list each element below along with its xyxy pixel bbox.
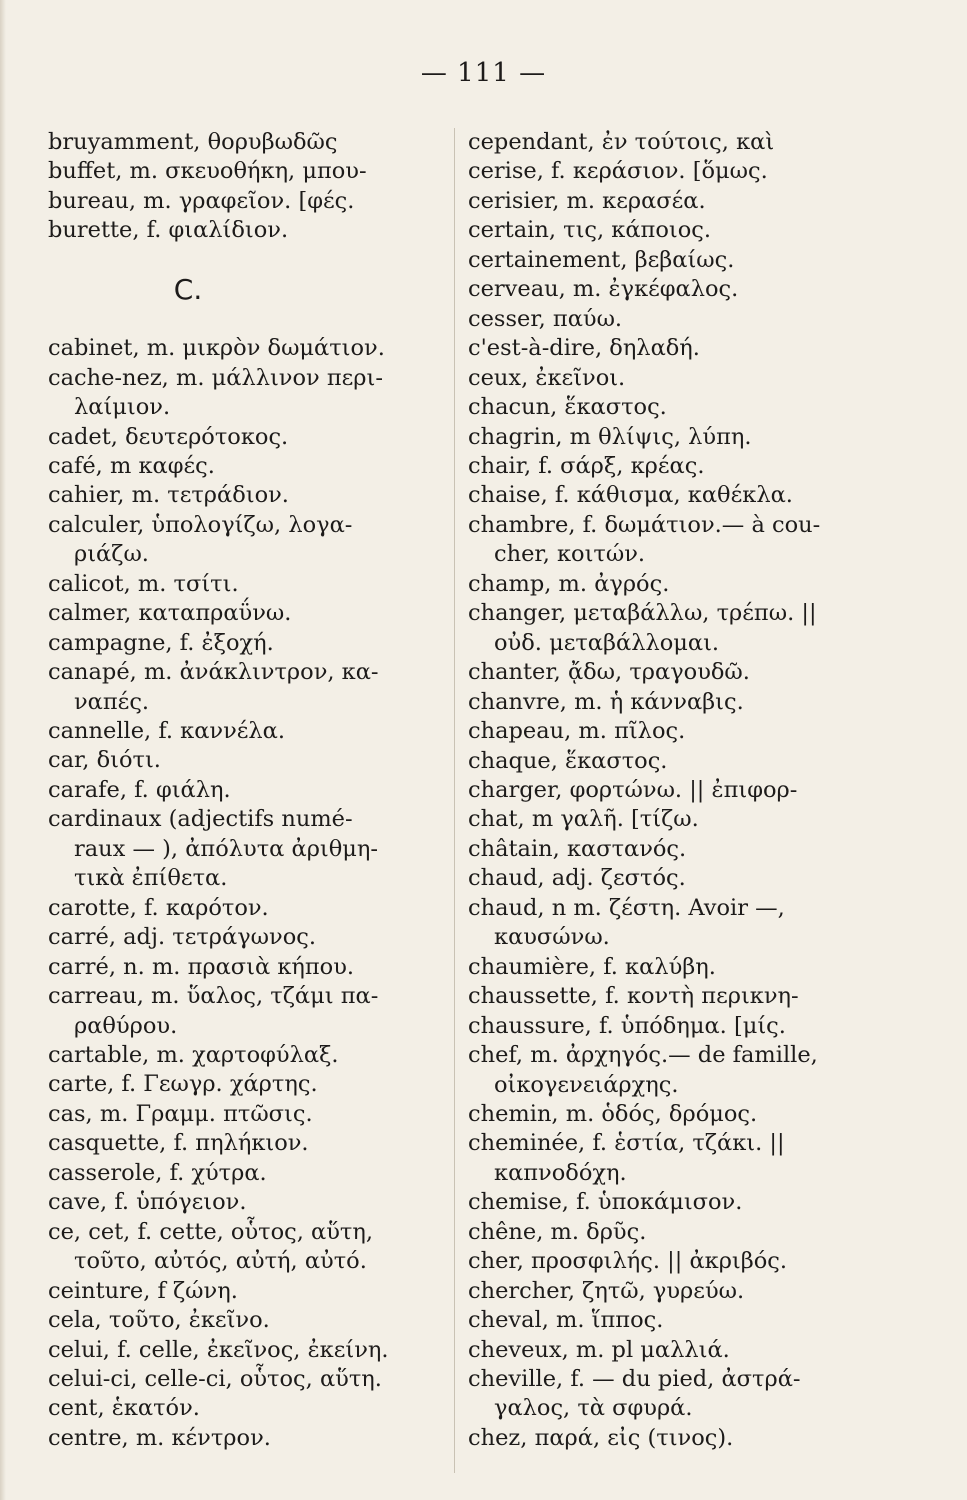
dictionary-entry: cesser, παύω. <box>468 305 623 332</box>
dictionary-entry: charger, φορτώνω. || ἐπιφορ- <box>468 776 798 803</box>
dictionary-entry: cartable, m. χαρτοφύλαξ. <box>48 1042 339 1069</box>
dictionary-entry: chercher, ζητῶ, γυρεύω. <box>468 1277 745 1304</box>
dictionary-entry: chagrin, m θλίψις, λύπη. <box>468 423 752 450</box>
dictionary-entry: chef, m. ἀρχηγός.— de famille, <box>468 1042 818 1069</box>
dictionary-entry: carreau, m. ὕαλος, τζάμι πα- <box>48 983 379 1010</box>
dictionary-entry: casserole, f. χύτρα. <box>48 1159 267 1186</box>
entry-continuation: cher, κοιτών. <box>494 541 646 568</box>
dictionary-entry: certainement, βεβαίως. <box>468 246 735 273</box>
blank-line <box>48 246 448 275</box>
dictionary-entry: chapeau, m. πῖλος. <box>468 718 686 745</box>
entry-continuation: λαίμιον. <box>74 394 171 421</box>
dictionary-entry: chat, m γαλῆ. [τίζω. <box>468 806 699 833</box>
dictionary-entry: chaise, f. κάθισμα, καθέκλα. <box>468 482 793 509</box>
dictionary-entry: chaque, ἕκαστος. <box>468 747 668 774</box>
dictionary-entry: chez, παρά, εἰς (τινος). <box>468 1424 734 1451</box>
dictionary-entry: cheveux, m. pl μαλλιά. <box>468 1336 730 1363</box>
blank-line <box>48 305 448 334</box>
dictionary-entry: chemise, f. ὑποκάμισον. <box>468 1189 743 1216</box>
entry-continuation: γαλος, τὰ σφυρά. <box>494 1395 693 1422</box>
dictionary-entry: carafe, f. φιάλη. <box>48 776 231 803</box>
dictionary-entry: cent, ἑκατόν. <box>48 1395 200 1422</box>
dictionary-entry: cas, m. Γραμμ. πτῶσις. <box>48 1100 313 1127</box>
dictionary-entry: campagne, f. ἐξοχή. <box>48 629 274 656</box>
dictionary-entry: cher, προσφιλής. || ἀκριβός. <box>468 1248 788 1275</box>
dictionary-entry: car, διότι. <box>48 747 161 774</box>
left-column <box>48 128 448 1453</box>
dictionary-entry: centre, m. κέντρον. <box>48 1424 271 1451</box>
section-letter: C. <box>173 273 203 307</box>
entry-continuation: οὐδ. μεταβάλλομαι. <box>494 629 720 656</box>
dictionary-entry: calculer, ὑπολογίζω, λογα- <box>48 511 353 538</box>
dictionary-entry: cahier, m. τετράδιον. <box>48 482 289 509</box>
entry-continuation: τοῦτο, αὐτός, αὐτή, αὐτό. <box>74 1248 367 1275</box>
entry-continuation: ραθύρου. <box>74 1012 178 1039</box>
dictionary-entry: celui-ci, celle-ci, οὗτος, αὕτη. <box>48 1366 382 1392</box>
dictionary-entry: cependant, ἐν τούτοις, καὶ <box>468 129 775 155</box>
dictionary-entry: burette, f. φιαλίδιον. <box>48 217 289 244</box>
dictionary-entry: cabinet, m. μικρὸν δωμάτιον. <box>48 335 385 362</box>
dictionary-entry: calmer, καταπραΰνω. <box>48 600 292 627</box>
dictionary-entry: châtain, καστανός. <box>468 835 687 862</box>
dictionary-entry: cannelle, f. καννέλα. <box>48 718 286 745</box>
dictionary-entry: champ, m. ἀγρός. <box>468 570 670 597</box>
dictionary-entry: bruyamment, θορυβωδῶς <box>48 129 338 155</box>
dictionary-entry: chacun, ἕκαστος. <box>468 394 667 421</box>
dictionary-entry: cheminée, f. ἑστία, τζάκι. || <box>468 1130 785 1157</box>
page-edge-shadow <box>0 0 6 1500</box>
dictionary-entry: cache-nez, m. μάλλινον περι- <box>48 364 383 391</box>
dictionary-entry: ceux, ἐκεῖνοι. <box>468 364 626 391</box>
dictionary-entry: carré, adj. τετράγωνος. <box>48 924 316 951</box>
dictionary-entry: chemin, m. ὁδός, δρόμος. <box>468 1100 758 1127</box>
dictionary-entry: buffet, m. σκευοθήκη, μπου- <box>48 158 367 185</box>
dictionary-entry: celui, f. celle, ἐκεῖνος, ἐκείνη. <box>48 1336 389 1363</box>
dictionary-entry: cerveau, m. ἐγκέφαλος. <box>468 276 739 303</box>
dictionary-entry: c'est-à-dire, δηλαδή. <box>468 335 700 362</box>
column-divider <box>454 128 455 1473</box>
dictionary-entry: carré, n. m. πρασιὰ κήπου. <box>48 953 355 980</box>
dictionary-entry: changer, μεταβάλλω, τρέπω. || <box>468 600 817 627</box>
dictionary-entry: bureau, m. γραφεῖον. [φές. <box>48 187 355 214</box>
dictionary-entry: chaussette, f. κοντὴ περικνη- <box>468 983 799 1010</box>
dictionary-entry: chêne, m. δρῦς. <box>468 1218 647 1245</box>
dictionary-entry: chair, f. σάρξ, κρέας. <box>468 452 705 479</box>
dictionary-entry: cheville, f. — du pied, ἀστρά- <box>468 1366 801 1393</box>
dictionary-entry: cadet, δευτερότοκος. <box>48 423 289 450</box>
entry-continuation: καυσώνω. <box>494 924 610 951</box>
entry-continuation: raux — ), ἀπόλυτα ἀριθμη- <box>74 835 378 862</box>
dictionary-entry: cave, f. ὑπόγειον. <box>48 1189 247 1216</box>
dictionary-entry: carotte, f. καρότον. <box>48 894 269 921</box>
dictionary-entry: chaud, n m. ζέστη. Avoir —, <box>468 894 785 921</box>
dictionary-entry: ceinture, f ζώνη. <box>48 1277 238 1304</box>
entry-continuation: ριάζω. <box>74 541 149 568</box>
dictionary-entry: chanvre, m. ἡ κάνναβις. <box>468 688 744 715</box>
dictionary-entry: cerisier, m. κερασέα. <box>468 187 706 214</box>
dictionary-entry: casquette, f. πηλήκιον. <box>48 1130 309 1157</box>
dictionary-entry: chaussure, f. ὑπόδημα. [μίς. <box>468 1012 786 1039</box>
page-number: — 111 — <box>420 58 547 88</box>
entry-continuation: οἰκογενειάρχης. <box>494 1071 679 1098</box>
dictionary-entry: café, m καφές. <box>48 452 215 479</box>
dictionary-entry: cardinaux (adjectifs numé- <box>48 806 353 833</box>
dictionary-entry: chambre, f. δωμάτιον.— à cou- <box>468 511 821 538</box>
right-column <box>468 128 908 1453</box>
dictionary-entry: ce, cet, f. cette, οὗτος, αὕτη, <box>48 1218 374 1245</box>
dictionary-entry: certain, τις, κάποιος. <box>468 217 712 244</box>
dictionary-entry: cela, τοῦτο, ἐκεῖνο. <box>48 1307 270 1334</box>
dictionary-entry: cerise, f. κεράσιον. [ὅμως. <box>468 158 768 185</box>
dictionary-entry: calicot, m. τσίτι. <box>48 570 239 597</box>
dictionary-entry: chanter, ᾄδω, τραγουδῶ. <box>468 659 750 686</box>
entry-continuation: καπνοδόχη. <box>494 1159 627 1186</box>
entry-continuation: ναπές. <box>74 688 150 715</box>
entry-continuation: τικὰ ἐπίθετα. <box>74 865 228 892</box>
dictionary-entry: carte, f. Γεωγρ. χάρτης. <box>48 1071 318 1098</box>
dictionary-entry: chaud, adj. ζεστός. <box>468 865 686 892</box>
dictionary-entry: canapé, m. ἀνάκλιντρον, κα- <box>48 659 379 686</box>
dictionary-entry: chaumière, f. καλύβη. <box>468 953 716 980</box>
dictionary-entry: cheval, m. ἵππος. <box>468 1307 664 1334</box>
